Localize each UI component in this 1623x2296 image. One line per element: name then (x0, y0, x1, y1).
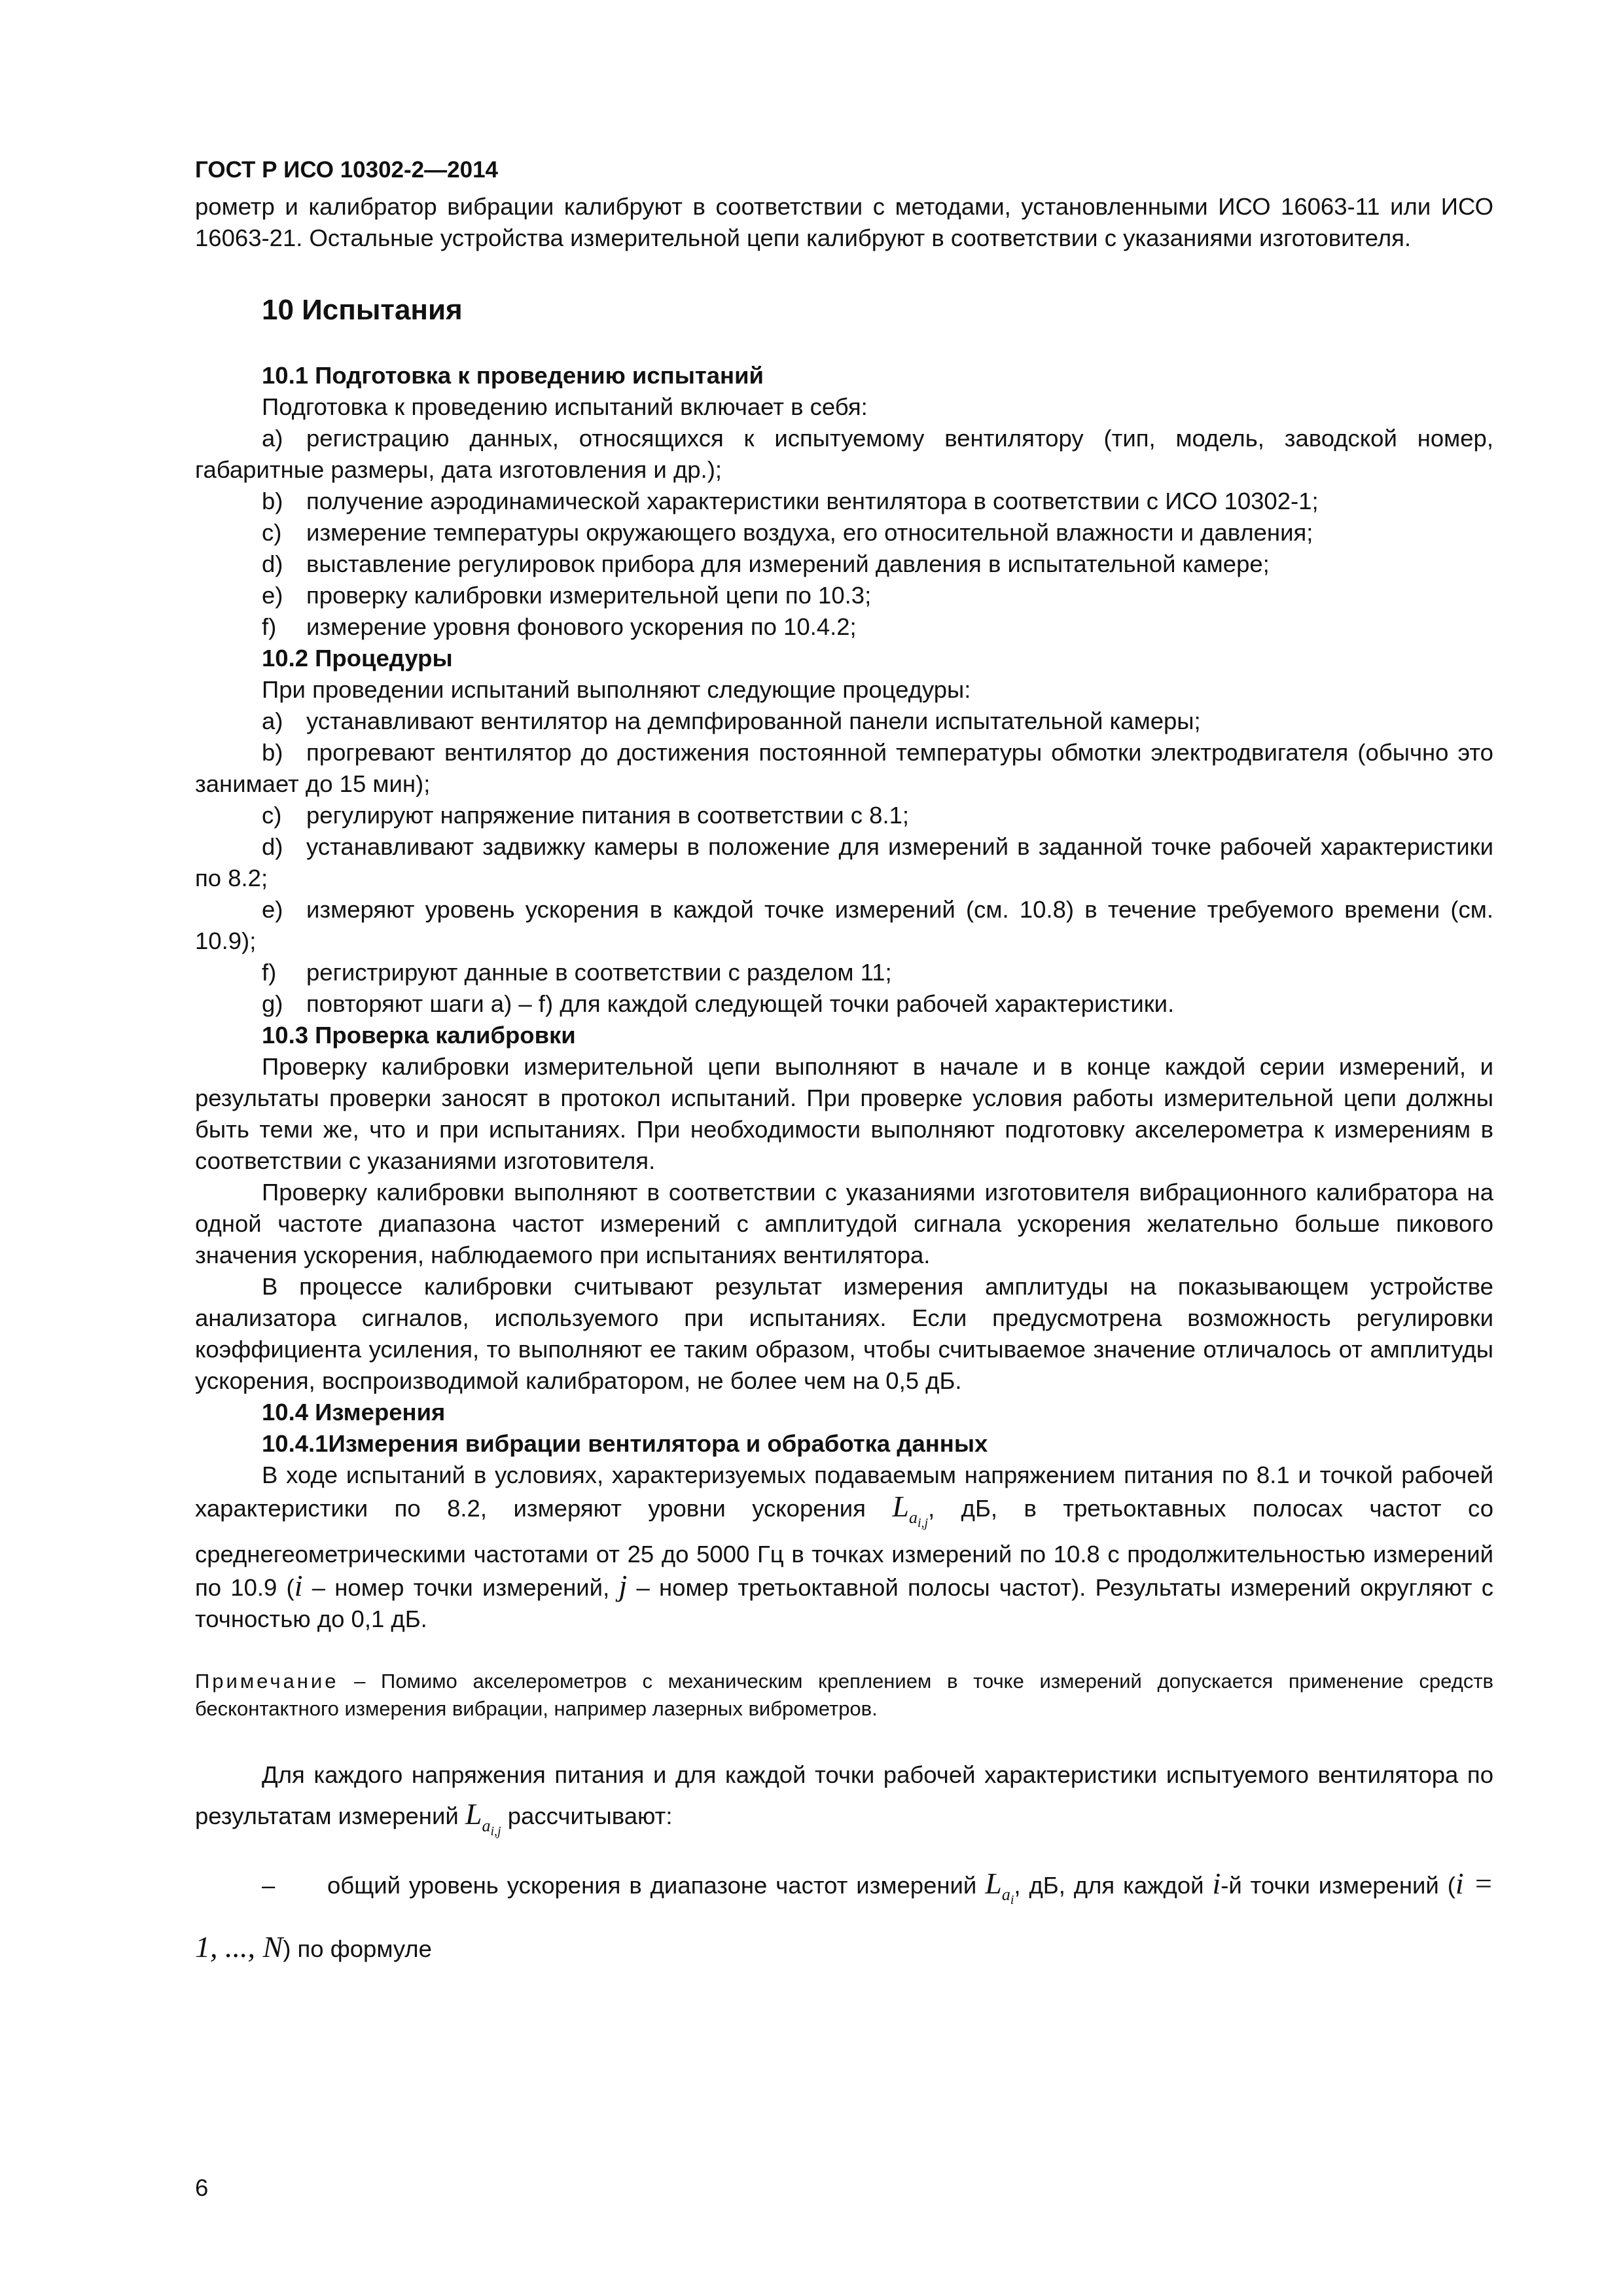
dash-marker: – (262, 1871, 276, 1899)
symbol-i: i (294, 1569, 303, 1603)
dash-list-item: – общий уровень ускорения в диапазоне частот измерений $L_{a_i}$, дБ, для каждой i-й точки измерений (i = 1, ..., N) по формуле (195, 1860, 1493, 1973)
paragraph: Проверку калибровки выполняют в соответствии с указаниями изготовителя вибрационного калибратора на одной частоте диапазона частот измерений с амплитудой сигнала ускорения желательно больше пикового значения ускорения, наблюдаемого при испытаниях вентилятора. (195, 1179, 1493, 1268)
calculation-lead-paragraph: Для каждого напряжения питания и для каждой точки рабочей характеристики испытуемого вентилятора по результатам измерений $L_{a_{i,j}}$ рассчитывают: (195, 1761, 1493, 1839)
page-number: 6 (195, 2174, 209, 2201)
note-label: Примечание (195, 1670, 339, 1693)
subsection-10-2-lead: При проведении испытаний выполняют следующие процедуры: (262, 676, 971, 703)
subsection-10-4-1-title: 10.4.1Измерения вибрации вентилятора и обработка данных (262, 1430, 988, 1457)
list-item: d) выставление регулировок прибора для измерений давления в испытательной камере; (262, 550, 1270, 577)
symbol-j: j (618, 1569, 628, 1603)
measurement-paragraph: В ходе испытаний в условиях, характеризуемых подаваемым напряжением питания по 8.1 и точкой рабочей характеристики по 8.2, измеряют уровни ускорения $L_{a_{i,j}}$, дБ, в третьоктавных полосах частот со среднегеометрическими частотами от 25 до 5000 Гц в точках измерений по 10.8 с продолжительностью измерений по 10.9 (i – номер точки измерений, j – номер третьоктавной полосы частот). Результаты измерений округляют с точностью до 0,1 дБ. (195, 1462, 1494, 1633)
section-title: 10 Испытания (262, 294, 463, 326)
subsection-10-1-lead: Подготовка к проведению испытаний включает в себя: (262, 393, 868, 420)
subsection-10-2-title: 10.2 Процедуры (262, 645, 453, 672)
paragraph: Проверку калибровки измерительной цепи выполняют в начале и в конце каждой серии измерений, и результаты проверки заносят в протокол испытаний. При проверке условия работы измерительной цепи должны быть теми же, что и при испытаниях. При необходимости выполняют подготовку акселерометра к измерениям в соответствии с указаниями изготовителя. (195, 1053, 1493, 1174)
note (195, 1668, 1493, 1723)
list-item: c) измерение температуры окружающего воздуха, его относительной влажности и давления; (262, 519, 1313, 546)
list-item: b) получение аэродинамической характеристики вентилятора в соответствии с ИСО 10302-1; (262, 488, 1319, 514)
intro-paragraph: рометр и калибратор вибрации калибруют в соответствии с методами, установленными ИСО 16063-11 или ИСО 16063-21. Остальные устройства измерительной цепи калибруют в соответствии с указаниями изготовителя. (195, 193, 1493, 251)
subsection-10-1-title: 10.1 Подготовка к проведению испытаний (262, 362, 764, 389)
formula-i-range: i = 1, ..., N (195, 1866, 1494, 1964)
formula-L-aij: $L_{a_{i,j}}$ (892, 1490, 929, 1531)
list-item: f) измерение уровня фонового ускорения по 10.4.2; (262, 613, 857, 640)
formula-L-ai: $L_{a_i}$ (985, 1866, 1014, 1908)
list-item: a) регистрацию данных, относящихся к испытуемому вентилятору (тип, модель, заводской номер, габаритные размеры, дата изготовления и др.); (195, 425, 1493, 483)
list-item: a) устанавливают вентилятор на демпфированной панели испытательной камеры; (262, 708, 1201, 734)
subsection-10-4-title: 10.4 Измерения (262, 1399, 446, 1426)
symbol-i: i (1212, 1866, 1221, 1900)
paragraph: В процессе калибровки считывают результат измерения амплитуды на показывающем устройстве анализатора сигналов, используемого при испытаниях. Если предусмотрена возможность регулировки коэффициента усиления, то выполняют ее таким образом, чтобы считываемое значение отличалось от амплитуды ускорения, воспроизводимой калибратором, не более чем на 0,5 дБ. (195, 1273, 1493, 1394)
list-item: c) регулируют напряжение питания в соответствии с 8.1; (262, 802, 910, 829)
list-item: f) регистрируют данные в соответствии с разделом 11; (262, 959, 892, 986)
list-item: b) прогревают вентилятор до достижения постоянной температуры обмотки электродвигателя (обычно это занимает до 15 мин); (195, 739, 1493, 797)
list-item: e) проверку калибровки измерительной цепи по 10.3; (262, 582, 872, 609)
list-item: g) повторяют шаги а) – f) для каждой следующей точки рабочей характеристики. (262, 990, 1175, 1017)
list-item: d) устанавливают задвижку камеры в положение для измерений в заданной точке рабочей характеристики по 8.2; (195, 833, 1493, 891)
subsection-10-3-title: 10.3 Проверка калибровки (262, 1022, 576, 1049)
content (195, 154, 1493, 1973)
standard-header: ГОСТ Р ИСО 10302-2—2014 (195, 157, 498, 183)
note-text: – Помимо акселерометров с механическим креплением в точке измерений допускается применение средств бесконтактного измерения вибрации, например лазерных виброметров. (195, 1670, 1493, 1721)
formula-L-aij: $L_{a_{i,j}}$ (465, 1797, 501, 1839)
list-item: e) измеряют уровень ускорения в каждой точке измерений (см. 10.8) в течение требуемого времени (см. 10.9); (195, 896, 1493, 954)
